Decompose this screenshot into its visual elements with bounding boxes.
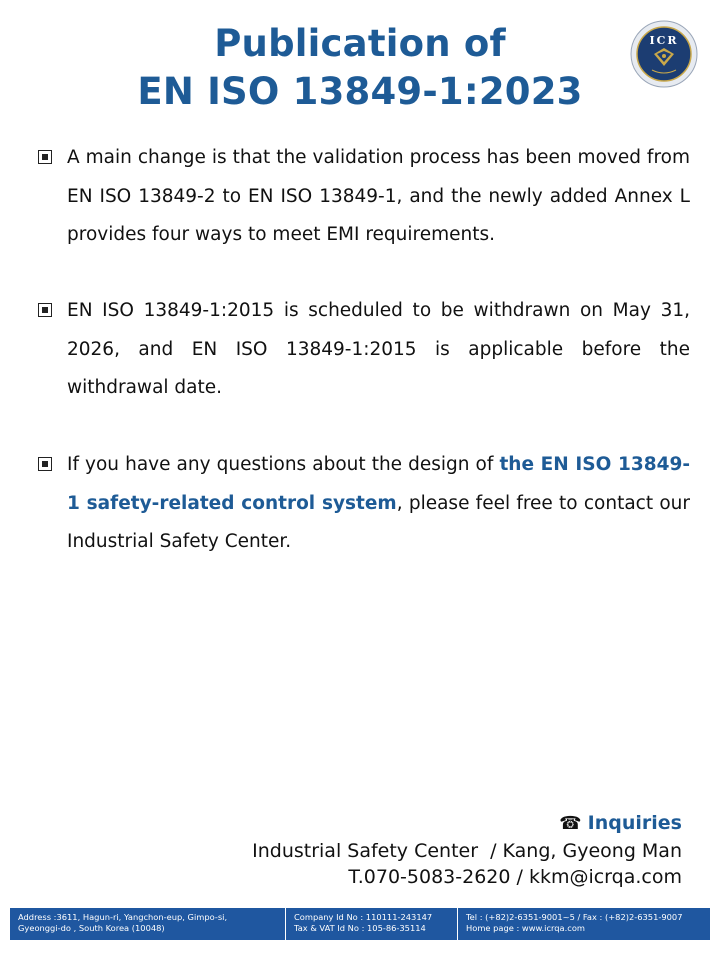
inquiries-contact-person: Industrial Safety Center / Kang, Gyeong Man: [252, 839, 682, 862]
footer-company-ids: [286, 908, 458, 940]
footer-address-line-2: Gyeonggi-do , South Korea (10048): [18, 923, 165, 933]
bullet-text: EN ISO 13849-1:2015 is scheduled to be withdrawn on May 31, 2026, and EN ISO 13849-1:2015 is applicable before the withdrawal date.: [67, 300, 690, 398]
footer-tax-id: Tax & VAT Id No : 105-86-35114: [294, 923, 426, 933]
phone-icon: ☎: [559, 813, 582, 834]
footer-contact: [458, 908, 710, 940]
bullet-item-2: [38, 292, 690, 408]
logo-text: ICR: [649, 34, 679, 47]
title-line-2: EN ISO 13849-1:2023: [137, 70, 583, 113]
title-line-1: Publication of: [214, 22, 506, 65]
icr-logo: [630, 20, 698, 88]
footer-tel-fax: Tel : (+82)2-6351-9001~5 / Fax : (+82)2-6351-9007: [466, 912, 683, 922]
bullet-item-1: [38, 139, 690, 255]
bullet-text-after: , please feel free to contact our Industrial Safety Center.: [67, 492, 690, 552]
square-bullet-icon: [38, 303, 52, 317]
footer-homepage: Home page : www.icrqa.com: [466, 923, 586, 933]
highlighted-text: the EN ISO 13849-1 safety-related control system: [67, 454, 691, 514]
footer-address-line-1: Address :3611, Hagun-ri, Yangchon-eup, Gimpo-si,: [18, 912, 228, 922]
page-title: [0, 20, 720, 116]
inquiries-block: [252, 810, 682, 891]
bullet-text: A main change is that the validation process has been moved from EN ISO 13849-2 to EN ISO 13849-1, and the newly added Annex L provides four ways to meet EMI requirements.: [67, 147, 690, 245]
square-bullet-icon: [38, 150, 52, 164]
bullet-text-before: If you have any questions about the design of: [67, 454, 500, 475]
bullet-text: [67, 446, 690, 562]
footer-bar: [10, 908, 710, 940]
footer-address: [10, 908, 286, 940]
footer-company-id: Company Id No : 110111-243147: [294, 912, 433, 922]
square-bullet-icon: [38, 457, 52, 471]
inquiries-contact-details: T.070-5083-2620 / kkm@icrqa.com: [348, 866, 682, 888]
bullet-item-3: [38, 446, 690, 562]
inquiries-title: Inquiries: [587, 812, 682, 834]
